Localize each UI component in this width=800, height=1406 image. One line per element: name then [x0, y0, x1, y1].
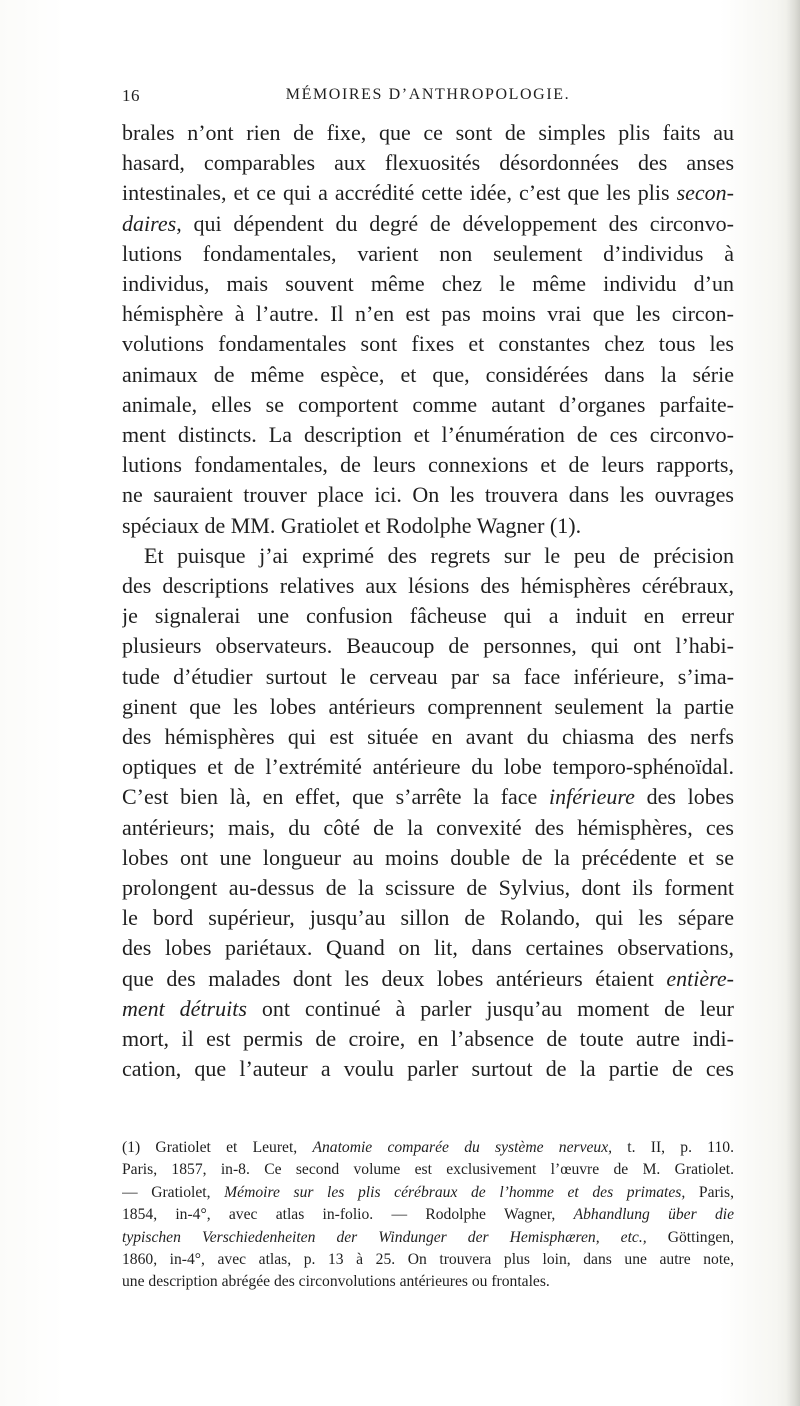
body-text: [122, 118, 734, 1085]
body-line-text: que des malades dont les deux lobes antérieurs étaient: [122, 965, 654, 991]
body-line: [122, 782, 734, 812]
body-line-text: intestinales, et ce qui a accrédité cette idée, c’est que les plis: [122, 180, 670, 206]
footnote-text: t. II, p. 110.: [627, 1139, 734, 1156]
body-line: mort, il est permis de croire, en l’absence de toute autre indi-: [122, 1026, 734, 1052]
body-line: [122, 964, 734, 994]
page-edge-shadow: [786, 0, 800, 1406]
running-title: MÉMOIRES D’ANTHROPOLOGIE.: [285, 86, 571, 103]
footnotes: [122, 1137, 734, 1294]
body-line: lobes ont une longueur au moins double de la précédente et se: [122, 844, 734, 870]
body-line: je signalerai une confusion fâcheuse qui a induit en erreur: [122, 603, 734, 629]
footnote-line: [122, 1204, 734, 1226]
body-line: [122, 178, 734, 208]
footnote-text: (1) Gratiolet et Leuret,: [122, 1139, 298, 1156]
body-line: le bord supérieur, jusqu’au sillon de Rolando, qui les sépare: [122, 905, 734, 931]
body-line: ginent que les lobes antérieurs comprennent seulement la partie: [122, 693, 734, 719]
body-line: tude d’étudier surtout le cerveau par sa face inférieure, s’ima-: [122, 663, 734, 689]
footnote-italic-title: Mémoire sur les plis cérébraux de l’homme et des primates,: [224, 1183, 686, 1201]
running-head: [122, 86, 734, 110]
footnote-text: 1854, in-4°, avec atlas in-folio. — Rodolphe Wagner,: [122, 1206, 556, 1224]
footnote-line: une description abrégée des circonvolutions antérieures ou frontales.: [122, 1273, 550, 1291]
body-line-text: , qui dépendent du degré de développement des circonvo-: [176, 210, 734, 236]
body-line: des descriptions relatives aux lésions des hémisphères cérébraux,: [122, 573, 734, 599]
footnote-italic-title: Anatomie comparée du système nerveux,: [312, 1139, 613, 1156]
body-line: individus, mais souvent même chez le même individu d’un: [122, 271, 734, 297]
body-line: volutions fondamentales sont fixes et constantes chez tous les: [122, 331, 734, 357]
footnote-text: Göttingen,: [667, 1228, 734, 1246]
italic-word: inférieure: [549, 784, 635, 810]
body-line: hémisphère à l’autre. Il n’en est pas moins vrai que les circon-: [122, 301, 734, 327]
body-line: [122, 209, 734, 239]
page-number: 16: [122, 86, 140, 105]
italic-word: entière-: [666, 965, 734, 991]
body-line: optiques et de l’extrémité antérieure du lobe temporo-sphénoïdal.: [122, 754, 734, 780]
body-line: animale, elles se comportent comme autant d’organes parfaite-: [122, 391, 734, 417]
body-line: plusieurs observateurs. Beaucoup de personnes, qui ont l’habi-: [122, 633, 734, 659]
body-line: hasard, comparables aux flexuosités désordonnées des anses: [122, 150, 734, 176]
footnote-line: [122, 1182, 734, 1204]
body-line: [122, 994, 734, 1024]
body-line: antérieurs; mais, du côté de la convexité des hémisphères, ces: [122, 814, 734, 840]
footnote-line: [122, 1227, 734, 1249]
body-line: des lobes pariétaux. Quand on lit, dans certaines observations,: [122, 935, 734, 961]
footnote-line: Paris, 1857, in-8. Ce second volume est exclusivement l’œuvre de M. Gratiolet.: [122, 1161, 734, 1179]
footnote-italic-title: typischen Verschiedenheiten der Windunger der Hemisphæren, etc.,: [122, 1228, 647, 1246]
italic-word: daires: [122, 210, 177, 236]
body-line: ment distincts. La description et l’énumération de ces circonvo-: [122, 422, 734, 448]
body-line: spéciaux de MM. Gratiolet et Rodolphe Wagner (1).: [122, 512, 582, 538]
body-line: prolongent au-dessus de la scissure de Sylvius, dont ils forment: [122, 875, 734, 901]
body-line: ne sauraient trouver place ici. On les trouvera dans les ouvrages: [122, 482, 734, 508]
italic-word: secon-: [676, 180, 734, 206]
footnote-line: 1860, in-4°, avec atlas, p. 13 à 25. On trouvera plus loin, dans une autre note,: [122, 1251, 734, 1269]
body-line: Et puisque j’ai exprimé des regrets sur le peu de précision: [144, 542, 734, 568]
body-line: des hémisphères qui est située en avant du chiasma des nerfs: [122, 724, 734, 750]
footnote-italic-title: Abhandlung über die: [573, 1206, 734, 1224]
body-line: animaux de même espèce, et que, considérées dans la série: [122, 361, 734, 387]
footnote-text: — Gratiolet,: [122, 1183, 211, 1201]
body-line: cation, que l’auteur a voulu parler surtout de la partie de ces: [122, 1056, 734, 1082]
body-line-text: des lobes: [646, 784, 734, 810]
body-line: lutions fondamentales, varient non seulement d’individus à: [122, 240, 734, 266]
italic-word: ment détruits: [122, 995, 247, 1021]
footnote-line: [122, 1137, 734, 1159]
body-line: brales n’ont rien de fixe, que ce sont de simples plis faits au: [122, 120, 734, 145]
body-line-text: C’est bien là, en effet, que s’arrête la face: [122, 784, 538, 810]
footnote-text: Paris,: [698, 1183, 734, 1201]
body-line-text: ont continué à parler jusqu’au moment de leur: [261, 995, 734, 1021]
body-line: lutions fondamentales, de leurs connexions et de leurs rapports,: [122, 452, 734, 478]
